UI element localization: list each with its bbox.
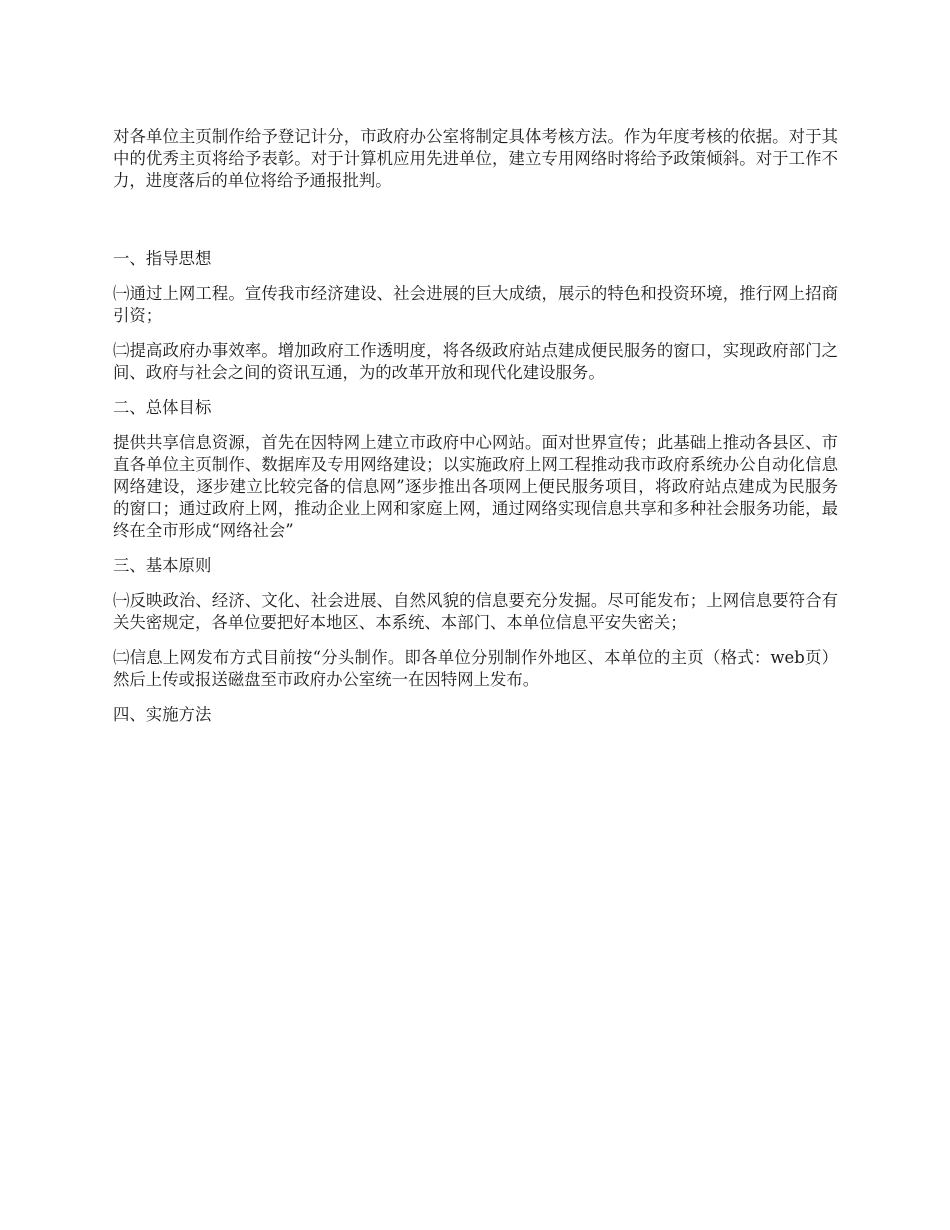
section-heading-basic-principles: 三、基本原则	[113, 556, 212, 575]
section-heading-overall-goal: 二、总体目标	[113, 398, 212, 417]
section-heading-implementation: 四、实施方法	[113, 705, 212, 724]
paragraph-principles-2: ㈡信息上网发布方式目前按“分头制作。即各单位分别制作外地区、本单位的主页（格式：web页）然后上传或报送磁盘至市政府办公室统一在因特网上发布。	[113, 648, 838, 689]
paragraph-goal-1: 提供共享信息资源，首先在因特网上建立市政府中心网站。面对世界宣传；此基础上推动各县区、市直各单位主页制作、数据库及专用网络建设；以实施政府上网工程推动我市政府系统办公自动化信息网络建设，逐步建立比较完备的信息网”逐步推出各项网上便民服务项目，将政府站点建成为民服务的窗口；通过政府上网，推动企业上网和家庭上网，通过网络实现信息共享和多种社会服务功能，最终在全市形成“网络社会”	[113, 433, 838, 540]
section-heading-guiding-ideology: 一、指导思想	[113, 249, 212, 268]
intro-paragraph: 对各单位主页制作给予登记计分，市政府办公室将制定具体考核方法。作为年度考核的依据。对于其中的优秀主页将给予表彰。对于计算机应用先进单位，建立专用网络时将给予政策倾斜。对于工作不力，进度落后的单位将给予通报批判。	[113, 127, 838, 190]
paragraph-guiding-1: ㈠通过上网工程。宣传我市经济建设、社会进展的巨大成绩，展示的特色和投资环境，推行网上招商引资；	[113, 284, 838, 325]
paragraph-guiding-2: ㈡提高政府办事效率。增加政府工作透明度，将各级政府站点建成便民服务的窗口，实现政府部门之间、政府与社会之间的资讯互通，为的改革开放和现代化建设服务。	[113, 341, 838, 382]
document-page	[113, 0, 838, 726]
paragraph-principles-1: ㈠反映政治、经济、文化、社会进展、自然风貌的信息要充分发掘。尽可能发布；上网信息要符合有关失密规定，各单位要把好本地区、本系统、本部门、本单位信息平安失密关；	[113, 591, 838, 632]
